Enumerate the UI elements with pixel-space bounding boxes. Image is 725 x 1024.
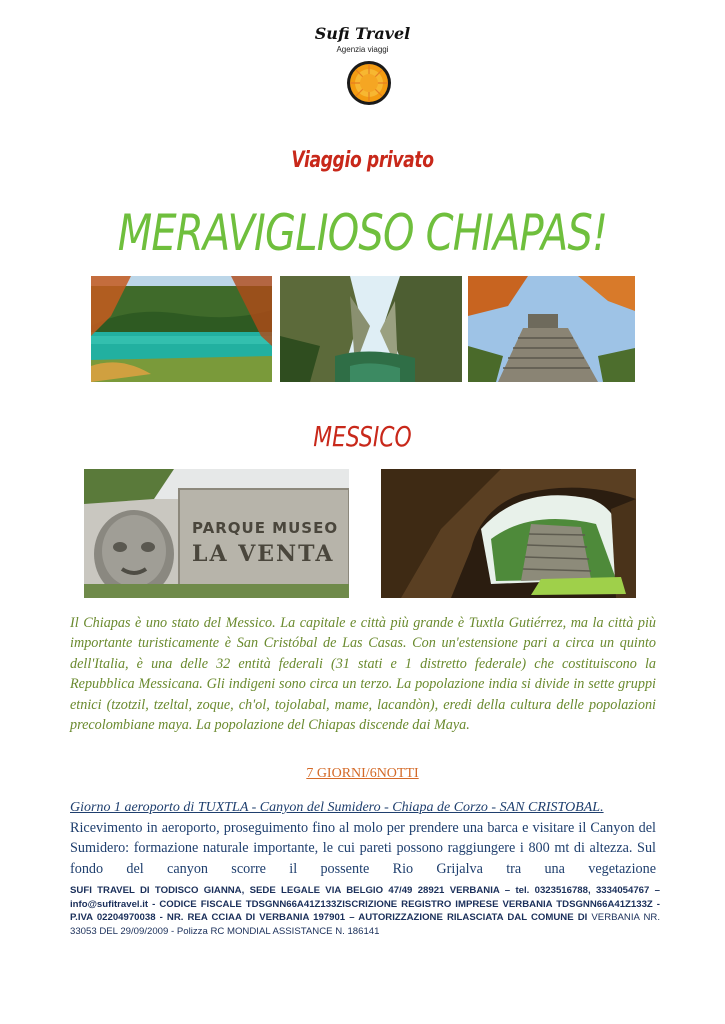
parque-sign-line1: PARQUE MUSEO [192, 519, 339, 537]
footer-legal-normal: VERBANIA NR. 33053 DEL 29/09/2009 - Polizza RC MONDIAL ASSISTANCE N. 186141 [70, 912, 660, 937]
sun-logo-icon [346, 60, 392, 106]
day1-text-body: Ricevimento in aeroporto, proseguimento fino al molo per prendere una barca e visitare il Canyon del Sumidero: formazione naturale importante, le cui pareti possono raggiungere i 800 mt di altezza. Sul fondo del canyon scorre il possente Rio Grijalva tra una vegetazione [70, 820, 656, 877]
parque-la-venta-photo [84, 469, 349, 598]
country-heading: MESSICO [313, 420, 412, 453]
logo-subtitle: Agenzia viaggi [336, 45, 389, 54]
footer-legal [70, 884, 660, 938]
trip-duration: 7 GIORNI/6NOTTI [306, 766, 419, 781]
day1-text [70, 818, 656, 879]
cave-ruins-photo [381, 469, 636, 598]
trip-type-subtitle: Viaggio privato [291, 148, 434, 173]
parque-sign-line2: LA VENTA [192, 541, 335, 567]
pyramid-photo [468, 276, 635, 382]
canyon-photo [280, 276, 462, 382]
day1-heading: Giorno 1 aeroporto di TUXTLA - Canyon del Sumidero - Chiapa de Corzo - SAN CRISTOBAL. [70, 800, 604, 815]
page-title: MERAVIGLIOSO CHIAPAS! [117, 204, 608, 262]
lake-photo [91, 276, 272, 382]
intro-paragraph: Il Chiapas è uno stato del Messico. La capitale e città più grande è Tuxtla Gutiérrez, ma la città più importante turisticamente è San Cristóbal de Las Casas. Con un'estensione pari a circa un quinto dell'Italia, è una delle 32 entità federali (31 stati e 1 distretto federale) che costituiscono la Repubblica Messicana. Gli indigeni sono circa un terzo. La popolazione india si divide in sette gruppi etnici (tzotzil, tzeltal, zoque, ch'ol, tojolabal, mame, lacandòn), eredi della cultura delle popolazioni precolombiane maya. La popolazione del Chiapas discende dai Maya. [70, 615, 656, 734]
logo-title: Sufi Travel [314, 24, 411, 43]
footer-legal-bold: SUFI TRAVEL DI TODISCO GIANNA, SEDE LEGALE VIA BELGIO 47/49 28921 VERBANIA – tel. 0323516788, 3334054767 – info@sufitravel.it - CODICE FISCALE TDSGNN66A41Z133ZISCRIZIONE REGISTRO IMPRESE VERBANIA TDSGNN66A41Z133Z - P.IVA 02204970038 - NR. REA CCIAA DI VERBANIA 197901 – AUTORIZZAZIONE RILASCIATA DAL COMUNE DI [70, 885, 660, 924]
